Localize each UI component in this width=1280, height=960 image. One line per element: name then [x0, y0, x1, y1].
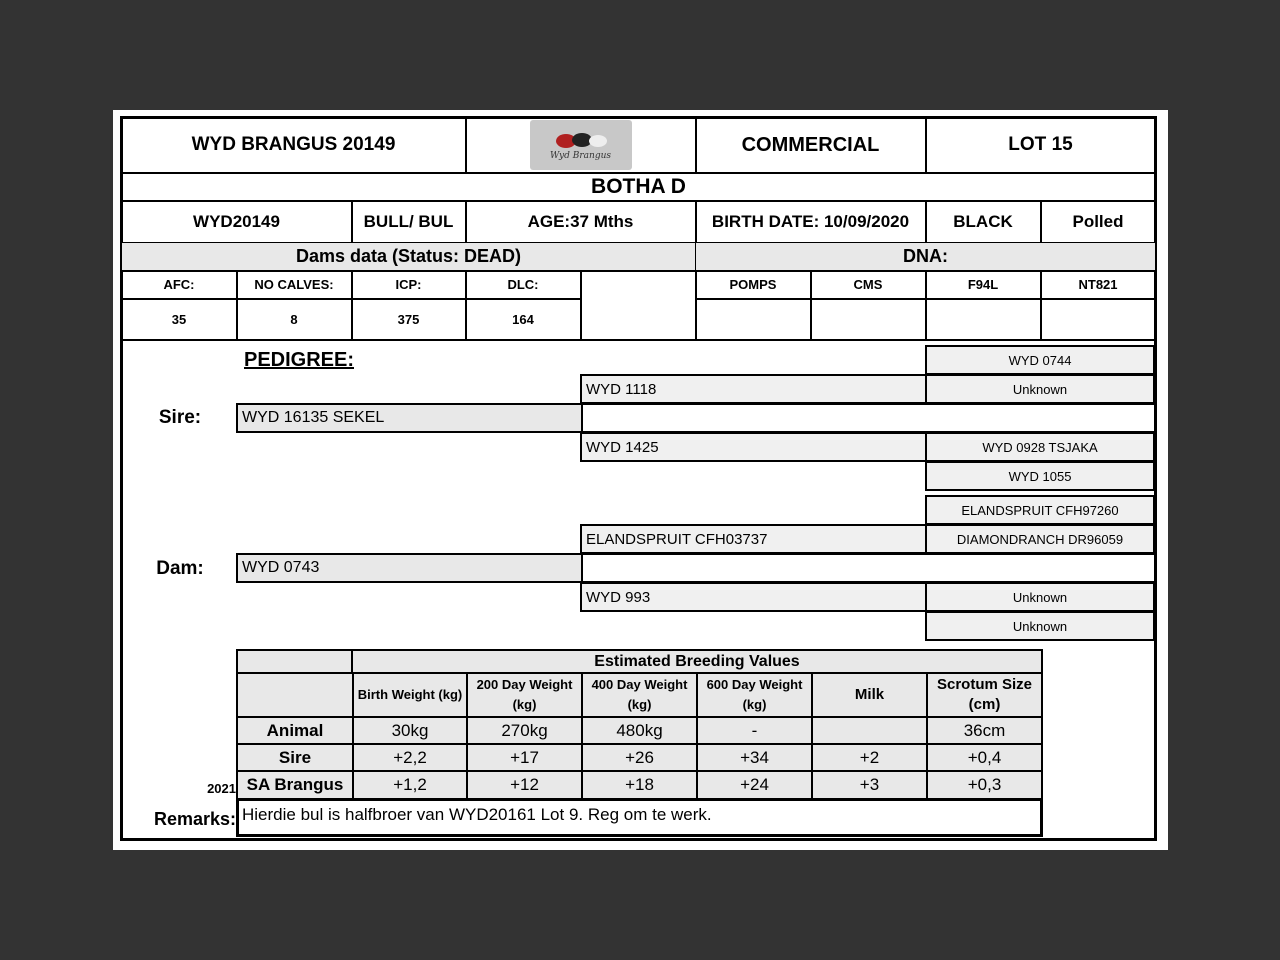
- dams-value-afc: 35: [122, 299, 238, 341]
- animal-age: AGE:37 Mths: [466, 201, 697, 244]
- ebv-col-400-day: 400 Day Weight (kg): [581, 672, 698, 718]
- lot-number: LOT 15: [926, 118, 1155, 174]
- horn-status: Polled: [1041, 201, 1155, 244]
- ebv-cell: [811, 716, 928, 745]
- ebv-cell: 480kg: [581, 716, 698, 745]
- dna-header-nt821: NT821: [1041, 271, 1155, 300]
- category: COMMERCIAL: [696, 118, 927, 174]
- dna-header-pomps: POMPS: [696, 271, 812, 300]
- pedigree-dd-sire: Unknown: [925, 582, 1155, 612]
- dna-title: DNA:: [696, 243, 1155, 272]
- ebv-cell: +0,4: [926, 743, 1043, 772]
- dna-value-nt821: [1041, 299, 1155, 341]
- ebv-cell: +18: [581, 770, 698, 800]
- pedigree-ds-dam: DIAMONDRANCH DR96059: [925, 524, 1155, 554]
- dam-label: Dam:: [156, 558, 204, 579]
- pedigree-sire-dam: WYD 1425: [580, 432, 927, 462]
- sire-label: Sire:: [158, 407, 202, 428]
- dna-header-f94l: F94L: [926, 271, 1042, 300]
- ebv-col-scrotum: Scrotum Size (cm): [926, 672, 1043, 718]
- wyd-brangus-logo: [530, 120, 632, 170]
- dams-value-calves: 8: [237, 299, 353, 341]
- ebv-cell: +0,3: [926, 770, 1043, 800]
- dna-value-pomps: [696, 299, 812, 341]
- animal-color: BLACK: [926, 201, 1042, 244]
- remarks-text: Hierdie bul is halfbroer van WYD20161 Lot 9. Reg om te werk.: [236, 798, 1043, 837]
- ebv-year: 2021: [207, 780, 236, 796]
- pedigree-dam: WYD 0743: [236, 553, 583, 583]
- dna-value-f94l: [926, 299, 1042, 341]
- ebv-cell: +12: [466, 770, 583, 800]
- ebv-row-label: Animal: [236, 716, 354, 745]
- ebv-row-label: SA Brangus: [236, 770, 354, 800]
- ebv-cell: +3: [811, 770, 928, 800]
- ebv-cell: +2,2: [352, 743, 468, 772]
- ebv-corner-top: [236, 649, 354, 674]
- ebv-cell: +24: [696, 770, 813, 800]
- animal-type: BULL/ BUL: [352, 201, 467, 244]
- ebv-cell: +26: [581, 743, 698, 772]
- cattle-icon: [546, 129, 616, 151]
- ebv-cell: 30kg: [352, 716, 468, 745]
- pedigree-dam-dam: WYD 993: [580, 582, 927, 612]
- logo-cell: [466, 118, 697, 174]
- pedigree-ss-sire: WYD 0744: [925, 345, 1155, 375]
- pedigree-ds-sire: ELANDSPRUIT CFH97260: [925, 495, 1155, 525]
- pedigree-sd-dam: WYD 1055: [925, 461, 1155, 491]
- ebv-col-birth-weight: Birth Weight (kg): [352, 672, 468, 718]
- dams-value-icp: 375: [352, 299, 467, 341]
- ebv-cell: +1,2: [352, 770, 468, 800]
- ebv-corner: [236, 672, 354, 718]
- dna-value-cms: [811, 299, 927, 341]
- animal-id: WYD20149: [122, 201, 353, 244]
- dams-header-afc: AFC:: [122, 271, 238, 300]
- pedigree-sire-sire: WYD 1118: [580, 374, 927, 404]
- ebv-row-label: Sire: [236, 743, 354, 772]
- birth-date: BIRTH DATE: 10/09/2020: [696, 201, 927, 244]
- pedigree-sd-sire: WYD 0928 TSJAKA: [925, 432, 1155, 462]
- remarks-label: Remarks:: [153, 808, 236, 829]
- pedigree-title: PEDIGREE:: [244, 348, 354, 371]
- pedigree-dam-sire: ELANDSPRUIT CFH03737: [580, 524, 927, 554]
- animal-name: WYD BRANGUS 20149: [122, 118, 467, 174]
- ebv-col-milk: Milk: [811, 672, 928, 718]
- dams-header-calves: NO CALVES:: [237, 271, 353, 300]
- logo-text: Wyd Brangus: [549, 151, 611, 161]
- ebv-cell: 270kg: [466, 716, 583, 745]
- pedigree-ss-dam: Unknown: [925, 374, 1155, 404]
- ebv-cell: +17: [466, 743, 583, 772]
- dams-header-dlc: DLC:: [466, 271, 582, 300]
- dna-header-cms: CMS: [811, 271, 927, 300]
- dams-data-title: Dams data (Status: DEAD): [122, 243, 697, 272]
- ebv-cell: +34: [696, 743, 813, 772]
- breeder-name: BOTHA D: [122, 173, 1155, 202]
- ebv-cell: 36cm: [926, 716, 1043, 745]
- ebv-cell: -: [696, 716, 813, 745]
- ebv-cell: +2: [811, 743, 928, 772]
- ebv-col-200-day: 200 Day Weight (kg): [466, 672, 583, 718]
- ebv-col-600-day: 600 Day Weight (kg): [696, 672, 813, 718]
- ebv-title: Estimated Breeding Values: [351, 649, 1043, 674]
- dams-header-icp: ICP:: [352, 271, 467, 300]
- pedigree-sire: WYD 16135 SEKEL: [236, 403, 583, 433]
- dams-empty-cell: [581, 271, 697, 341]
- pedigree-dd-dam: Unknown: [925, 611, 1155, 641]
- dams-value-dlc: 164: [466, 299, 582, 341]
